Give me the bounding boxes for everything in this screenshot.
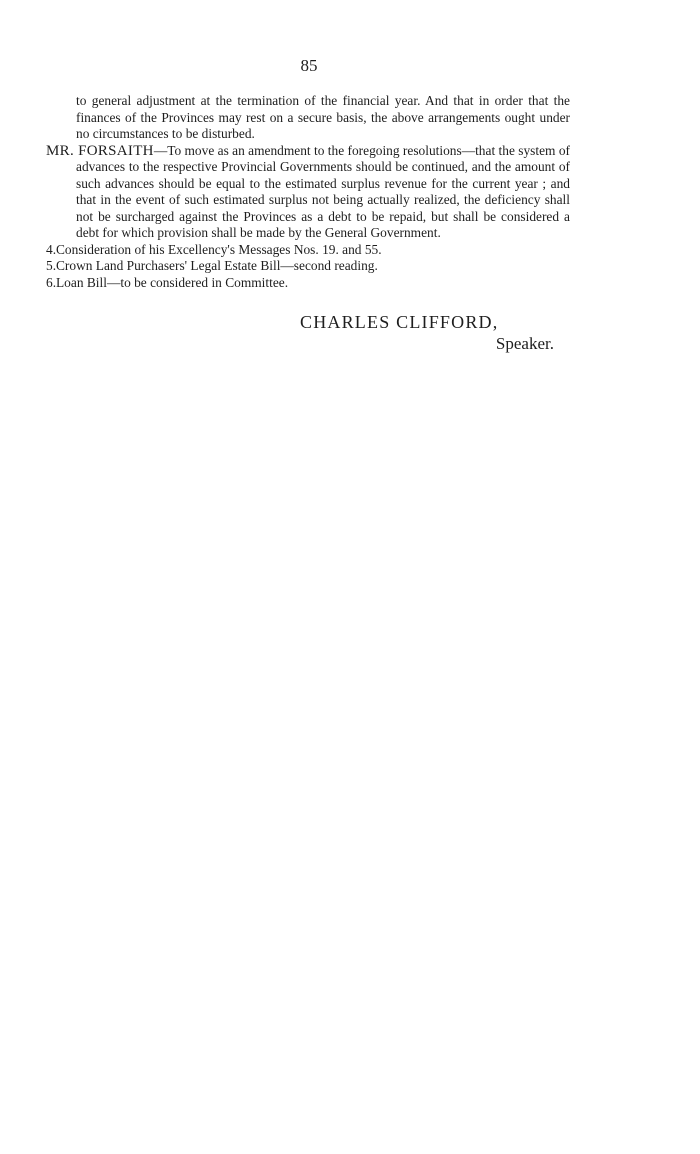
signatory-name: CHARLES CLIFFORD, [300,312,499,332]
signature-block [300,312,554,354]
order-number: 4. [46,241,57,257]
continuation-paragraph: to general adjustment at the termination of the financial year. And that in order that the finances of the Provinces may rest on a secure basis, the above arrangements ought under no circumstances to be disturbed. [76,93,570,141]
order-item [46,275,570,292]
order-paper-body [46,93,570,291]
signatory-title: Speaker. [495,334,554,353]
member-name: MR. FORSAITH [46,142,154,159]
order-text: Loan Bill—to be considered in Committee. [56,274,289,290]
motion-text: —To move as an amendment to the foregoing resolutions—that the system of advances to the respective Provincial Governments should be continued, and the amount of such advances should be equal to the estimated surplus revenue for the current year ; and that in the event of such estimated surplus not being actually realized, the deficiency shall not be surcharged against the Provinces as a debt to be repaid, but shall be considered a debt for which provision shall be made by the General Government. [76,142,570,240]
order-number: 6. [46,274,57,290]
page-number: 85 [300,56,318,75]
order-text: Crown Land Purchasers' Legal Estate Bill—second reading. [56,258,378,273]
order-item [46,242,570,259]
order-number: 5. [46,258,57,273]
order-item [46,258,570,275]
amendment-motion [46,143,570,242]
order-text: Consideration of his Excellency's Messages Nos. 19. and 55. [56,241,382,257]
